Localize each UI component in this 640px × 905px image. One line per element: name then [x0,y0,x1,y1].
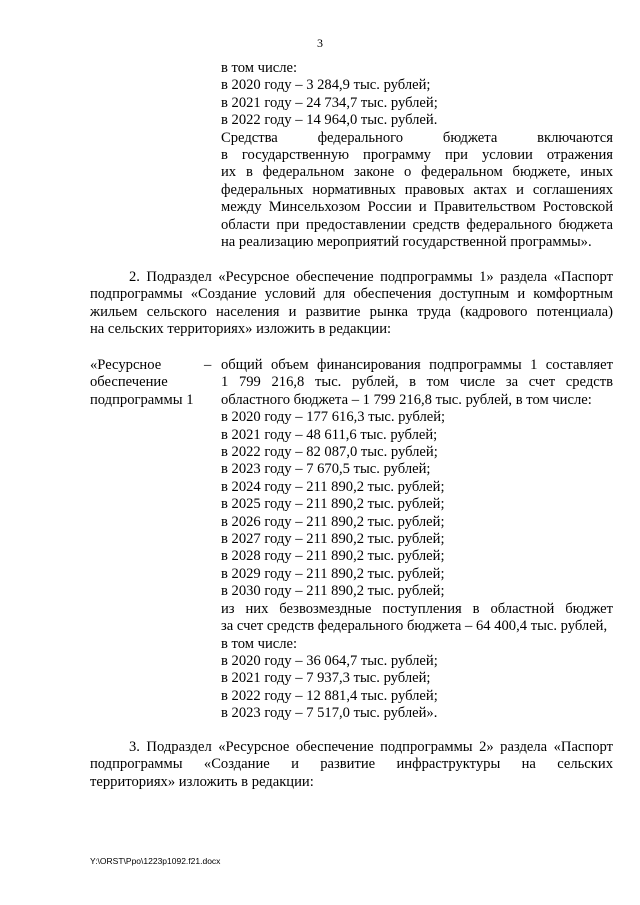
text-line: области при предоставлении средств федерального бюджета [221,216,613,233]
year-line: в 2021 году – 48 611,6 тыс. рублей; [221,426,438,443]
text-line: между Минсельхозом России и Правительством Ростовской [221,199,613,216]
text-line: федеральных нормативных правовых актах и соглашениях [221,181,613,198]
text-line: Средства федерального бюджета включаются [221,129,613,146]
year-line: в 2021 году – 7 937,3 тыс. рублей; [221,670,431,687]
text-line: в 2021 году – 24 734,7 тыс. рублей; [221,94,438,111]
year-line: в 2022 году – 12 881,4 тыс. рублей; [221,687,438,704]
year-line: в 2020 году – 177 616,3 тыс. рублей; [221,409,446,426]
year-line: в 2024 году – 211 890,2 тыс. рублей; [221,478,445,495]
resource-label: «Ресурсное обеспечение подпрограммы 1 [90,357,194,408]
text-line: в том числе: [221,635,298,652]
text-line: 3. Подраздел «Ресурсное обеспечение подпрограммы 2» раздела «Паспорт [129,739,613,755]
text-line: 1 799 216,8 тыс. рублей, в том числе за счет средств [221,374,613,391]
year-line: в 2025 году – 211 890,2 тыс. рублей; [221,496,445,513]
text-line: общий объем финансирования подпрограммы 1 составляет [221,357,613,373]
resource-content [221,357,613,723]
text-line: их в федеральном законе о федеральном бюджете, иных [221,164,613,181]
year-line: в 2023 году – 7 670,5 тыс. рублей; [221,461,431,478]
year-line: в 2027 году – 211 890,2 тыс. рублей; [221,531,445,548]
text-line: жильем сельского населения и развитие рынка труда (кадрового потенциала) [90,303,613,320]
year-line: в 2020 году – 36 064,7 тыс. рублей; [221,652,438,669]
year-line: в 2029 году – 211 890,2 тыс. рублей; [221,565,445,582]
file-path-footer: Y:\ORST\Ppo\1223p1092.f21.docx [90,856,221,866]
text-line: областного бюджета – 1 799 216,8 тыс. рублей, в том числе: [221,391,592,408]
text-line: 2. Подраздел «Ресурсное обеспечение подпрограммы 1» раздела «Паспорт [129,269,613,285]
page-number: 3 [317,36,323,50]
top-block [221,60,613,251]
year-line: в 2030 году – 211 890,2 тыс. рублей; [221,583,445,600]
text-line: подпрограммы «Создание и развитие инфраструктуры на сельских [90,756,613,773]
text-line: территориях» изложить в редакции: [90,773,314,790]
text-line: в том числе: [221,60,298,76]
year-line: в 2022 году – 82 087,0 тыс. рублей; [221,444,438,461]
text-line: на реализацию мероприятий государственной программы». [221,234,592,251]
text-line: в государственную программу при условии отражения [221,147,613,164]
year-line: в 2028 году – 211 890,2 тыс. рублей; [221,548,445,565]
year-line: в 2026 году – 211 890,2 тыс. рублей; [221,513,445,530]
text-line: в 2020 году – 3 284,9 тыс. рублей; [221,77,431,94]
resource-dash: – [204,357,212,373]
section-3-paragraph [90,739,613,791]
text-line: за счет средств федерального бюджета – 64 400,4 тыс. рублей, [221,618,608,635]
text-line: на сельских территориях» изложить в редакции: [90,321,392,338]
text-line: из них безвозмездные поступления в областной бюджет [221,600,613,617]
year-line: в 2023 году – 7 517,0 тыс. рублей». [221,705,438,722]
text-line: подпрограммы «Создание условий для обеспечения доступным и комфортным [90,286,613,303]
text-line: в 2022 году – 14 964,0 тыс. рублей. [221,112,438,129]
section-2-paragraph [90,269,613,339]
